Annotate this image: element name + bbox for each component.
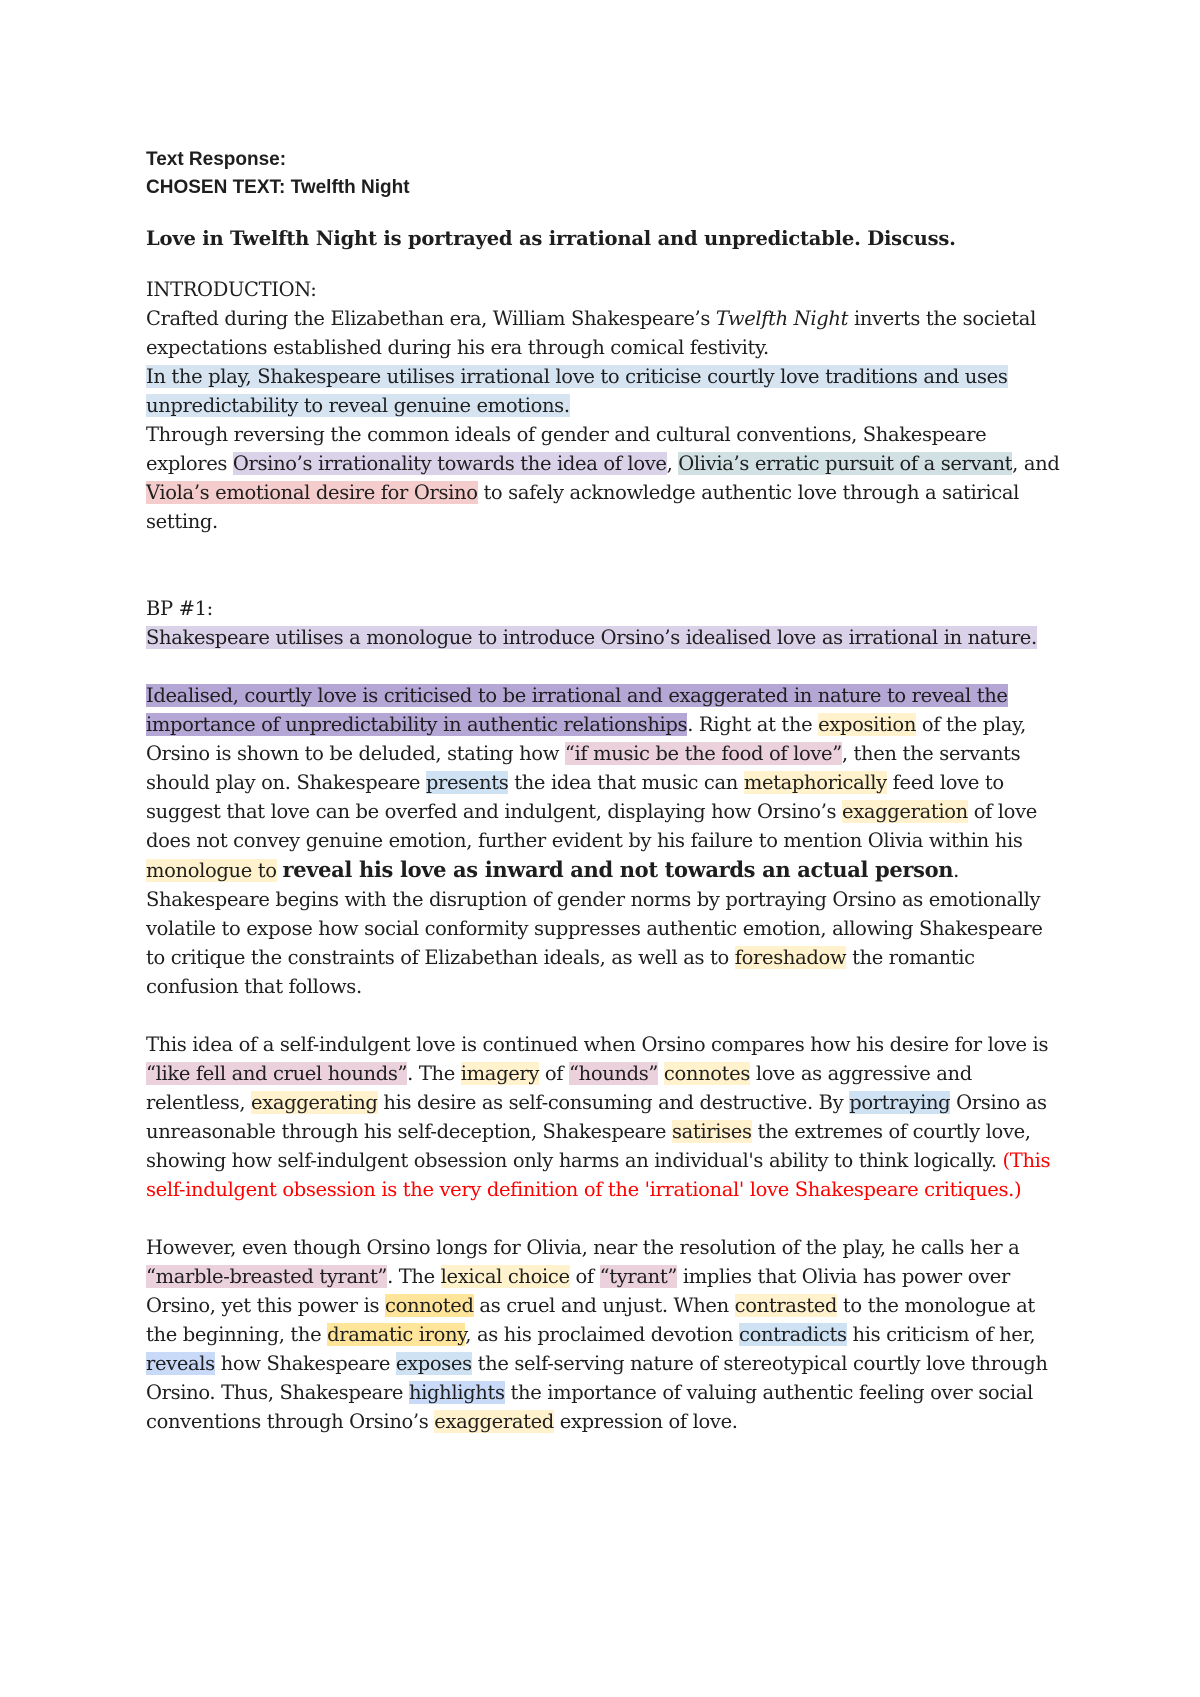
highlight-orsino: Orsino’s irrationality towards the idea of love (232, 452, 667, 475)
bp1-title: BP #1: (146, 597, 213, 620)
document-body (146, 146, 1066, 1436)
verb-highlight: exposes (395, 1352, 472, 1375)
header-chosen-text: CHOSEN TEXT: Twelfth Night (146, 177, 410, 198)
technique-highlight: connoted (385, 1294, 474, 1317)
quote-highlight: “hounds” (569, 1062, 659, 1085)
bp1-paragraph-1: Idealised, courtly love is criticised to be irrational and exaggerated in nature to reveal the importance of unpredictability in authentic relationships. Right at the exposition of the play, Orsino is shown to be deluded, stating how “if music be the food of love”, then the servants should play on. Shakespeare presents the idea that music can metaphorically feed love to suggest that love can be overfed and indulgent, displaying how Orsino’s exaggeration of love does not convey genuine emotion, further evident by his failure to mention Olivia within his monologue to reveal his love as inward and not towards an actual person. Shakespeare begins with the disruption of gender norms by portraying Orsino as emotionally volatile to expose how social conformity suppresses authentic emotion, allowing Shakespeare to critique the constraints of Elizabethan ideals, as well as to foreshadow the romantic confusion that follows. (146, 684, 1043, 998)
quote-highlight: “marble-breasted tyrant” (146, 1265, 388, 1288)
thesis-highlight: In the play, Shakespeare utilises irrational love to criticise courtly love traditions and uses unpredictability to reveal genuine emotions. (146, 365, 1008, 417)
verb-highlight: reveals (146, 1352, 215, 1375)
technique-highlight: metaphorically (743, 771, 887, 794)
technique-highlight: exaggerating (251, 1091, 378, 1114)
bp1-topic (146, 623, 1066, 652)
quote-highlight: “tyrant” (599, 1265, 677, 1288)
technique-highlight: imagery (460, 1062, 540, 1085)
technique-highlight: exposition (818, 713, 917, 736)
technique-highlight: exaggerated (434, 1410, 554, 1433)
technique-highlight: dramatic irony (327, 1323, 466, 1346)
play-title: Twelfth Night (715, 307, 849, 330)
topic-highlight: Shakespeare utilises a monologue to introduce Orsino’s idealised love as irrational in nature. (146, 626, 1037, 649)
intro-title: INTRODUCTION: (146, 278, 317, 301)
essay-question: Love in Twelfth Night is portrayed as irrational and unpredictable. Discuss. (146, 227, 956, 250)
intro-paragraph-2 (146, 362, 1066, 420)
emphasis-text: reveal his love as inward and not towards an actual person (282, 857, 954, 882)
technique-highlight: exaggeration (842, 800, 968, 823)
intro-paragraph-1: Crafted during the Elizabethan era, William Shakespeare’s Twelfth Night inverts the societal expectations established during his era through comical festivity. (146, 307, 1036, 359)
quote-highlight: “like fell and cruel hounds” (146, 1062, 408, 1085)
verb-highlight: presents (425, 771, 509, 794)
intro-paragraph-3: Through reversing the common ideals of gender and cultural conventions, Shakespeare explores Orsino’s irrationality towards the idea of love, Olivia’s erratic pursuit of a servant, and Viola’s emotional desire for Orsino to safely acknowledge authentic love through a satirical setting. (146, 423, 1060, 533)
highlight-viola: Viola’s emotional desire for Orsino (146, 481, 478, 504)
technique-highlight: contrasted (734, 1294, 838, 1317)
technique-highlight: foreshadow (734, 946, 847, 969)
technique-highlight: monologue to (146, 859, 277, 882)
verb-highlight: highlights (408, 1381, 505, 1404)
header-text-response: Text Response: (146, 149, 287, 170)
verb-highlight: contradicts (739, 1323, 847, 1346)
bp1-paragraph-2: This idea of a self-indulgent love is continued when Orsino compares how his desire for love is “like fell and cruel hounds”. The imagery of “hounds” connotes love as aggressive and relentless, exaggerating his desire as self-consuming and destructive. By portraying Orsino as unreasonable through his self-deception, Shakespeare satirises the extremes of courtly love, showing how self-indulgent obsession only harms an individual's ability to think logically. (This self-indulgent obsession is the very definition of the 'irrational' love Shakespeare critiques.) (146, 1033, 1051, 1201)
technique-highlight: satirises (671, 1120, 752, 1143)
bp1-paragraph-3: However, even though Orsino longs for Olivia, near the resolution of the play, he calls her a “marble-breasted tyrant”. The lexical choice of “tyrant” implies that Olivia has power over Orsino, yet this power is connoted as cruel and unjust. When contrasted to the monologue at the beginning, the dramatic irony, as his proclaimed devotion contradicts his criticism of her, reveals how Shakespeare exposes the self-serving nature of stereotypical courtly love through Orsino. Thus, Shakespeare highlights the importance of valuing authentic feeling over social conventions through Orsino’s exaggerated expression of love. (146, 1236, 1048, 1433)
technique-highlight: connotes (663, 1062, 751, 1085)
highlight-olivia: Olivia’s erratic pursuit of a servant (678, 452, 1013, 475)
verb-highlight: portraying (849, 1091, 951, 1114)
topic-sentence-highlight: Idealised, courtly love is criticised to be irrational and exaggerated in nature to reveal the importance of unpredictability in authentic relationships (146, 684, 1008, 736)
technique-highlight: lexical choice (440, 1265, 570, 1288)
quote-highlight: “if music be the food of love” (564, 742, 842, 765)
teacher-comment: (This self-indulgent obsession is the very definition of the 'irrational' love Shakespeare critiques.) (146, 1149, 1051, 1201)
